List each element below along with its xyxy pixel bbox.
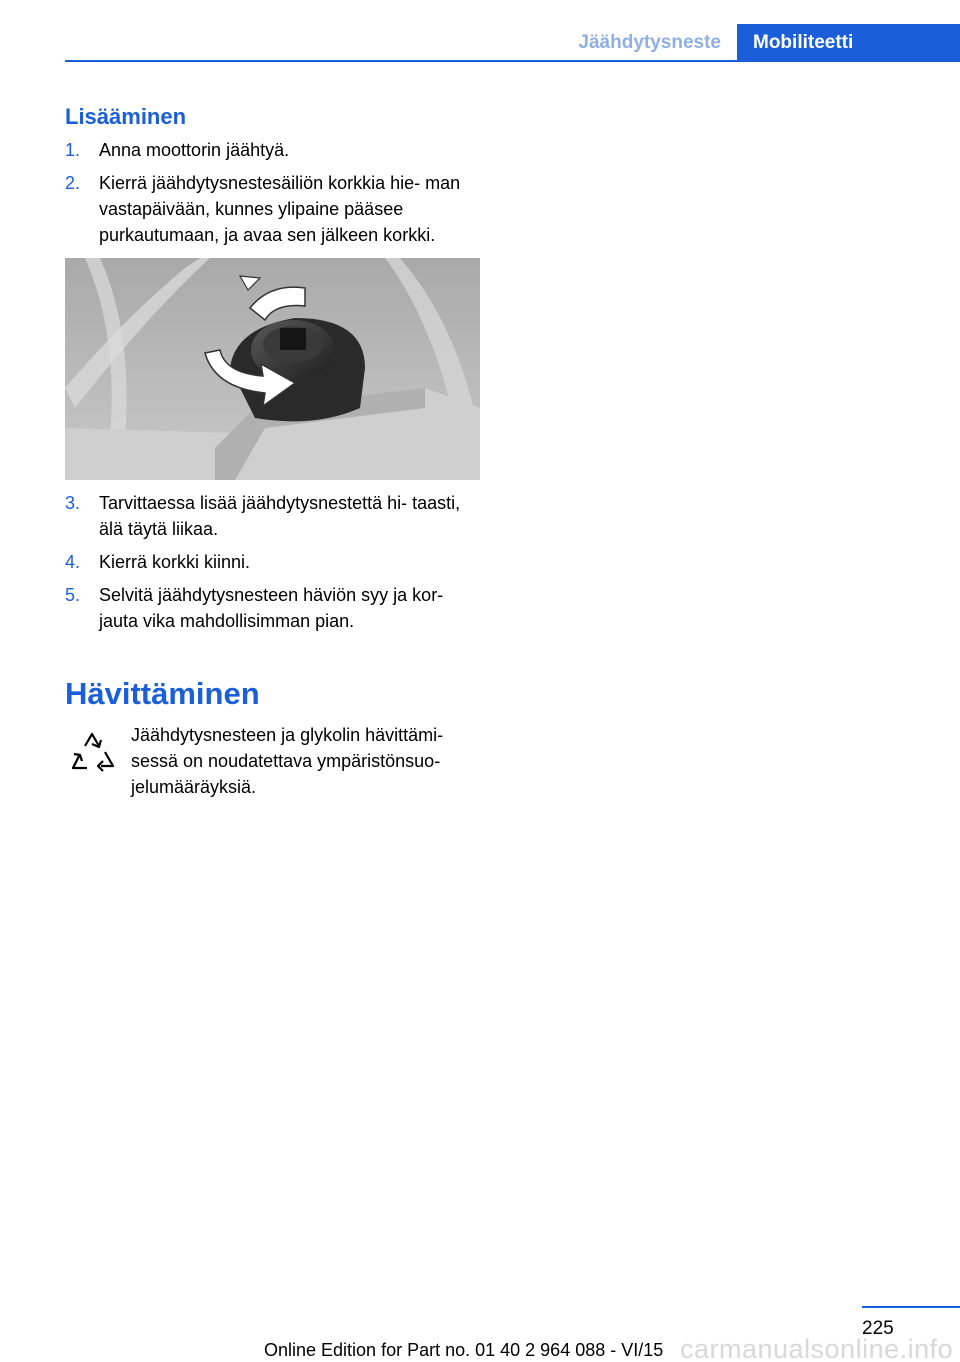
step-number: 1.: [65, 140, 81, 160]
disposal-note-text: Jäähdytysnesteen ja glykolin hävittämi‐ sessä on noudatettava ympäristönsuo‐ jelumääräyksiä.: [131, 725, 444, 797]
list-item: [65, 490, 480, 542]
coolant-cap-drawing: [65, 258, 480, 480]
recycle-icon: [65, 726, 121, 782]
disposal-heading: Hävittäminen: [65, 676, 260, 711]
list-item: [65, 137, 480, 163]
step-text: Kierrä korkki kiinni.: [99, 552, 251, 572]
step-number: 2.: [65, 173, 81, 193]
edition-text: Online Edition for Part no. 01 40 2 964 088 - VI/15: [264, 1340, 664, 1360]
coolant-cap-illustration: [65, 258, 480, 480]
section-title: Lisääminen: [65, 104, 187, 129]
list-item: [65, 549, 480, 575]
page-number: 225: [862, 1318, 894, 1339]
steps-list-before-image: [65, 137, 480, 255]
step-number: 3.: [65, 493, 81, 513]
chapter-tab: Mobiliteetti: [737, 24, 960, 62]
page-header: [0, 0, 960, 62]
step-text: Tarvittaessa lisää jäähdytysnestettä hi‐ taasti, älä täytä liikaa.: [99, 493, 461, 539]
step-text: Selvitä jäähdytysnesteen häviön syy ja kor‐ jauta vika mahdollisimman pian.: [99, 585, 444, 631]
list-item: [65, 170, 480, 248]
step-text: Kierrä jäähdytysnestesäiliön korkkia hie‐ man vastapäivään, kunnes ylipaine pääsee purkautumaan, ja avaa sen jälkeen korkki.: [99, 173, 461, 245]
step-number: 5.: [65, 585, 81, 605]
step-text: Anna moottorin jäähtyä.: [99, 140, 290, 160]
header-divider: [65, 60, 960, 62]
list-item: [65, 582, 480, 634]
step-number: 4.: [65, 552, 81, 572]
section-tab: Jäähdytysneste: [578, 32, 721, 53]
steps-list-after-image: [65, 490, 480, 641]
footer-divider: [862, 1306, 960, 1308]
watermark: carmanualsonline.info: [680, 1334, 954, 1362]
